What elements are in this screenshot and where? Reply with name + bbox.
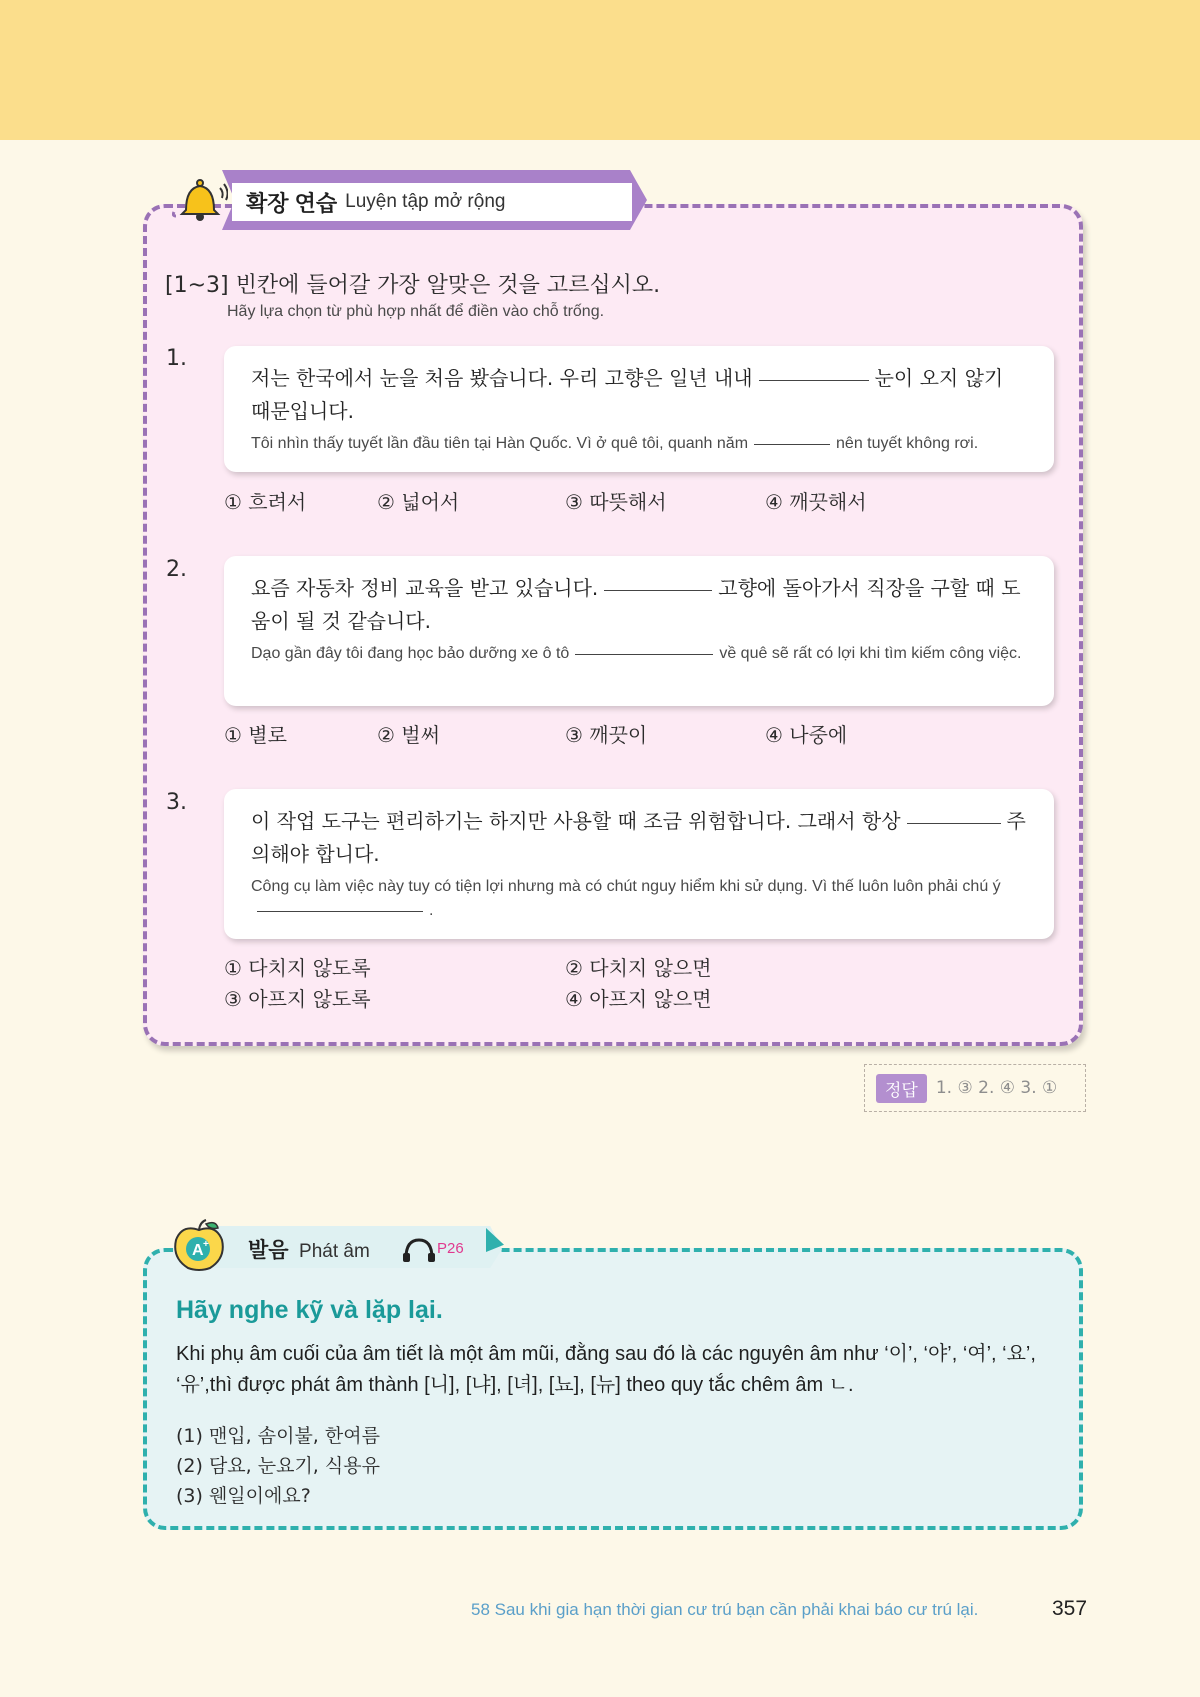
pronunciation-heading: Hãy nghe kỹ và lặp lại. bbox=[176, 1296, 443, 1324]
question-text-ko: 이 작업 도구는 편리하기는 하지만 사용할 때 조금 위험합니다. 그래서 항상 주의해야 합니다. bbox=[251, 809, 1026, 866]
option-1[interactable]: ① 흐려서 bbox=[224, 490, 307, 514]
option-1[interactable]: ① 별로 bbox=[224, 723, 287, 747]
practice-tab-title-vi: Luyện tập mở rộng bbox=[345, 191, 506, 212]
practice-tab-title-ko: 확장 연습 bbox=[246, 190, 338, 216]
answer-key-label: 정답 bbox=[876, 1074, 927, 1103]
option-2[interactable]: ② 다치지 않으면 bbox=[565, 956, 712, 980]
svg-text:+: + bbox=[203, 1239, 209, 1250]
bell-icon bbox=[172, 176, 228, 226]
question-card bbox=[224, 556, 1054, 706]
option-4[interactable]: ④ 나중에 bbox=[765, 723, 848, 747]
question-card bbox=[224, 789, 1054, 939]
option-3[interactable]: ③ 깨끗이 bbox=[565, 723, 648, 747]
pronunciation-example: (2) 담요, 눈요기, 식용유 bbox=[176, 1455, 380, 1477]
top-color-band bbox=[0, 0, 1200, 140]
option-4[interactable]: ④ 깨끗해서 bbox=[765, 490, 867, 514]
instruction-vi: Hãy lựa chọn từ phù hợp nhất để điền vào chỗ trống. bbox=[227, 303, 605, 320]
apple-a-plus-icon bbox=[170, 1218, 228, 1272]
instruction-ko: [1~3] 빈칸에 들어갈 가장 알맞은 것을 고르십시오. bbox=[165, 273, 661, 298]
option-3[interactable]: ③ 따뜻해서 bbox=[565, 490, 667, 514]
practice-tab bbox=[232, 183, 632, 221]
pronunciation-title-ko: 발음 bbox=[248, 1239, 289, 1262]
question-text-ko: 요즘 자동차 정비 교육을 받고 있습니다. 고향에 돌아가서 직장을 구할 때 도움이 될 것 같습니다. bbox=[251, 576, 1021, 633]
pronunciation-example: (1) 맨입, 솜이불, 한여름 bbox=[176, 1425, 380, 1447]
pronunciation-title-vi: Phát âm bbox=[299, 1241, 370, 1262]
answer-blank bbox=[759, 379, 869, 381]
answer-blank bbox=[257, 910, 423, 912]
answer-key-text: 1. ③ 2. ④ 3. ① bbox=[935, 1078, 1058, 1098]
question-card bbox=[224, 346, 1054, 472]
answer-blank bbox=[907, 822, 1001, 824]
question-text-vi: Dạo gần đây tôi đang học bảo dưỡng xe ô tô về quê sẽ rất có lợi khi tìm kiếm công việc. bbox=[251, 645, 1022, 662]
question-text-vi: Công cụ làm việc này tuy có tiện lợi nhưng mà có chút nguy hiểm khi sử dụng. Vì thế luôn luôn phải chú ý. bbox=[251, 878, 1001, 919]
page-number: 357 bbox=[1052, 1597, 1088, 1620]
pronunciation-example: (3) 웬일이에요? bbox=[176, 1485, 311, 1507]
pronunciation-body: Khi phụ âm cuối của âm tiết là một âm mũi, đằng sau đó là các nguyên âm như ‘이’, ‘야’, ‘여’, ‘요’, ‘유’,thì được phát âm thành [니], [냐], [녀], [뇨], [뉴] theo quy tắc chêm âm ㄴ. bbox=[176, 1343, 1036, 1396]
question-number: 3. bbox=[166, 790, 187, 815]
question-text-vi: Tôi nhìn thấy tuyết lần đầu tiên tại Hàn Quốc. Vì ở quê tôi, quanh năm nên tuyết không rơi. bbox=[251, 435, 979, 452]
svg-text:A: A bbox=[192, 1242, 204, 1259]
answer-blank bbox=[754, 443, 830, 445]
option-3[interactable]: ③ 아프지 않도록 bbox=[224, 987, 371, 1011]
pronunciation-tab-title bbox=[248, 1234, 370, 1264]
answer-blank bbox=[575, 653, 713, 655]
question-number: 1. bbox=[166, 346, 187, 371]
answer-blank bbox=[604, 589, 712, 591]
footer-caption: 58 Sau khi gia hạn thời gian cư trú bạn cần phải khai báo cư trú lại. bbox=[471, 1600, 979, 1619]
answer-key-box bbox=[864, 1064, 1086, 1112]
option-2[interactable]: ② 넓어서 bbox=[377, 490, 460, 514]
option-2[interactable]: ② 벌써 bbox=[377, 723, 440, 747]
question-text-ko: 저는 한국에서 눈을 처음 봤습니다. 우리 고향은 일년 내내 눈이 오지 않기 때문입니다. bbox=[251, 366, 1004, 423]
headphone-icon[interactable] bbox=[402, 1236, 436, 1264]
audio-track-page[interactable]: P26 bbox=[437, 1240, 464, 1257]
option-1[interactable]: ① 다치지 않도록 bbox=[224, 956, 371, 980]
question-number: 2. bbox=[166, 557, 187, 582]
option-4[interactable]: ④ 아프지 않으면 bbox=[565, 987, 712, 1011]
